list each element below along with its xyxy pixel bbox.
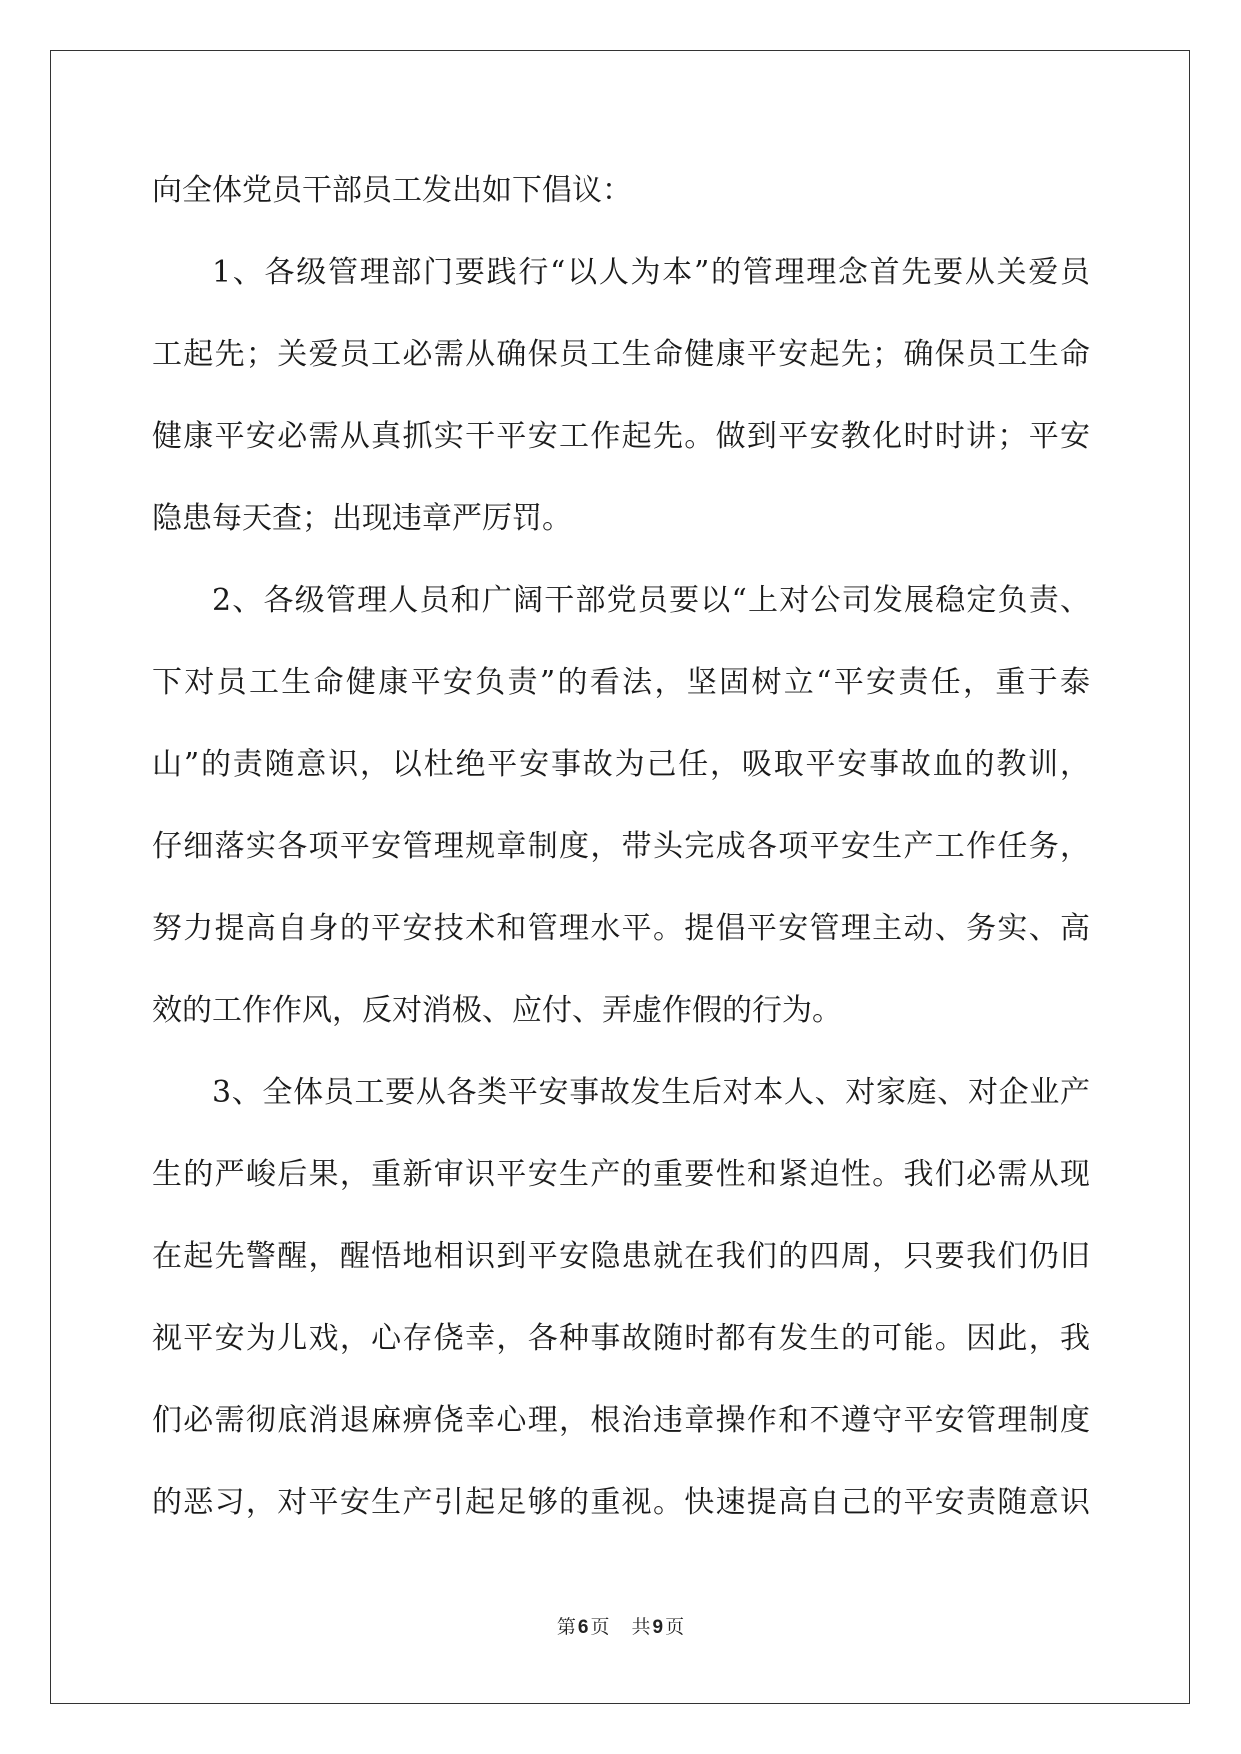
text-line: 健康平安必需从真抓实干平安工作起先。做到平安教化时时讲；平安 (152, 419, 1090, 454)
text-line: 效的工作作风，反对消极、应付、弄虚作假的行为。 (152, 993, 842, 1028)
paragraph-1-line: 1、各级管理部门要践行“以人为本”的管理理念首先要从关爱员 (212, 255, 1090, 290)
paragraph-2-line: 2、各级管理人员和广阔干部党员要以“上对公司发展稳定负责、 (212, 583, 1090, 618)
text-line: 们必需彻底消退麻痹侥幸心理，根治违章操作和不遵守平安管理制度 (152, 1403, 1090, 1438)
text-line: 向全体党员干部员工发出如下倡议： (152, 173, 632, 208)
total-suffix: 页 (665, 1616, 685, 1638)
total-prefix: 共 (631, 1616, 651, 1638)
text-line: 生的严峻后果，重新审识平安生产的重要性和紧迫性。我们必需从现 (152, 1157, 1090, 1192)
page-suffix: 页 (590, 1616, 610, 1638)
page-footer (0, 1612, 1241, 1639)
text-line: 努力提高自身的平安技术和管理水平。提倡平安管理主动、务实、高 (152, 911, 1090, 946)
text-line: 在起先警醒，醒悟地相识到平安隐患就在我们的四周，只要我们仍旧 (152, 1239, 1090, 1274)
current-page-number: 6 (577, 1617, 589, 1638)
total-page-count: 9 (652, 1617, 664, 1638)
text-line: 仔细落实各项平安管理规章制度，带头完成各项平安生产工作任务， (152, 829, 1090, 864)
text-line: 隐患每天查；出现违章严厉罚。 (152, 501, 572, 536)
page-prefix: 第 (556, 1616, 576, 1638)
text-line: 山”的责随意识，以杜绝平安事故为己任，吸取平安事故血的教训， (152, 747, 1090, 782)
paragraph-3-line: 3、全体员工要从各类平安事故发生后对本人、对家庭、对企业产 (212, 1075, 1090, 1110)
text-line: 工起先；关爱员工必需从确保员工生命健康平安起先；确保员工生命 (152, 337, 1090, 372)
document-body (152, 150, 1090, 1544)
text-line: 下对员工生命健康平安负责”的看法，坚固树立“平安责任，重于泰 (152, 665, 1090, 700)
text-line: 视平安为儿戏，心存侥幸，各种事故随时都有发生的可能。因此，我 (152, 1321, 1090, 1356)
text-line: 的恶习，对平安生产引起足够的重视。快速提高自己的平安责随意识 (152, 1485, 1090, 1520)
